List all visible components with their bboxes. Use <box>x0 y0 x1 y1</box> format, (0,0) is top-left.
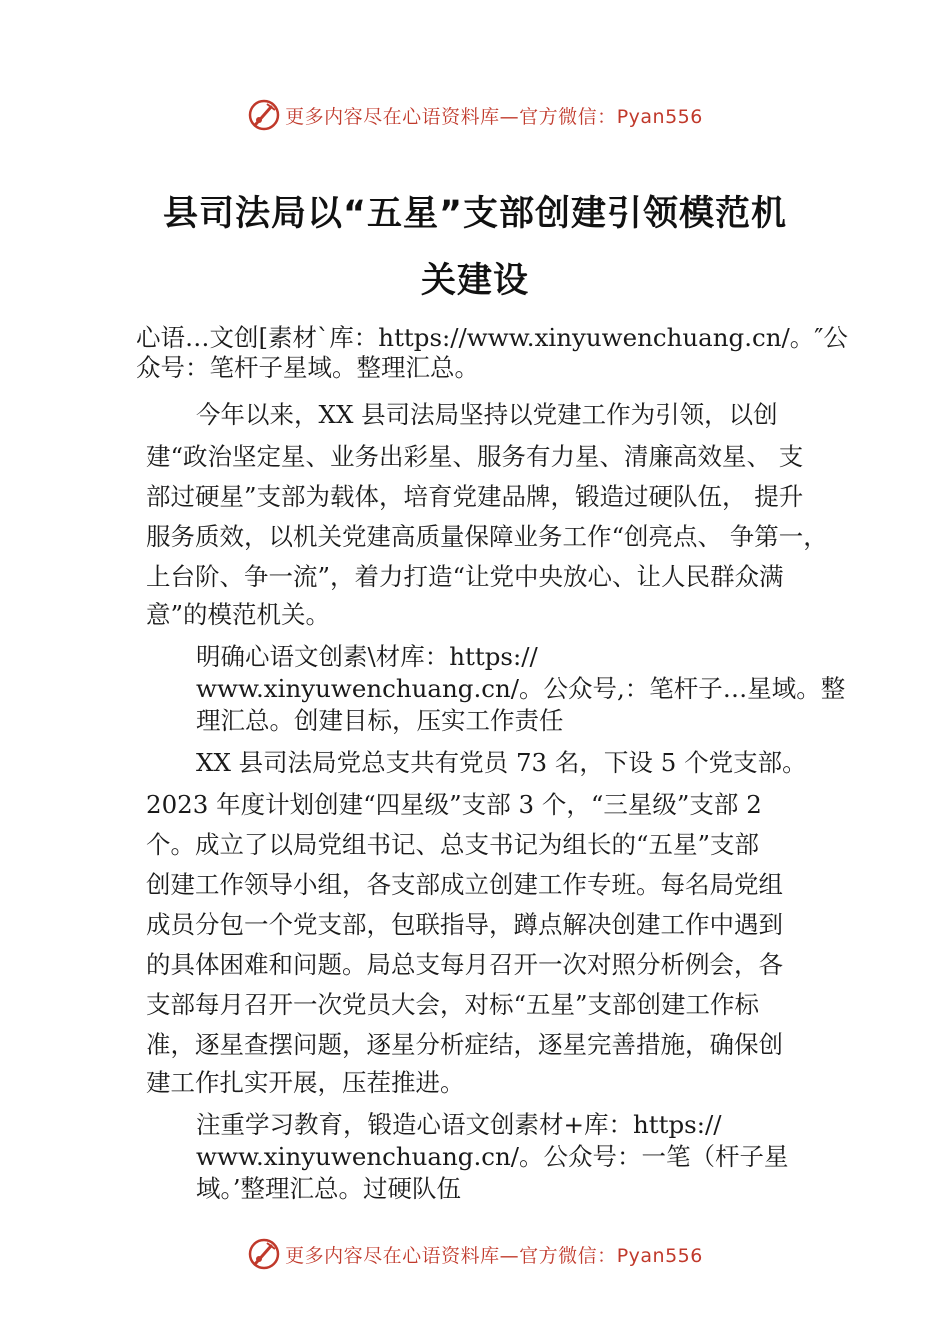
para2-line: 建工作扎实开展，压茬推进。 <box>146 1068 465 1097</box>
footer-banner <box>0 1234 950 1274</box>
banner-label: 官方微信： <box>519 1244 617 1267</box>
para2-line: 成员分包一个党支部，包联指导，蹲点解决创建工作中遇到 <box>146 910 783 939</box>
para1-line: 服务质效，以机关党建高质量保障业务工作“创亮点、 争第一， <box>146 522 828 551</box>
section-heading-2-line: www.xinyuwenchuang.cn/。公众号：一笔（杆子星 <box>196 1142 789 1171</box>
para2-line: 2023 年度计划创建“四星级”支部 3 个，“三星级”支部 2 <box>146 790 762 819</box>
banner-account: Pyan556 <box>616 105 703 128</box>
source-note-line-1: 心语…文创[素材`库：https://www.xinyuwenchuang.cn/。″公 <box>136 323 848 352</box>
banner-main: 更多内容尽在心语资料库 <box>285 105 500 128</box>
para2-line: 的具体困难和问题。局总支每月召开一次对照分析例会，各 <box>146 950 783 979</box>
section-heading-1-line: 理汇总。创建目标，压实工作责任 <box>196 706 564 735</box>
section-heading-1-line: www.xinyuwenchuang.cn/。公众号,：笔杆子…星域。整 <box>196 674 846 703</box>
para2-line: 创建工作领导小组，各支部成立创建工作专班。每名局党组 <box>146 870 783 899</box>
doc-title-line-2: 关建设 <box>420 261 529 301</box>
source-note-line-2: 众号：笔杆子星域。整理汇总。 <box>136 353 479 382</box>
para1-line: 建“政治坚定星、业务出彩星、服务有力星、清廉高效星、 支 <box>146 442 804 471</box>
banner-label: 官方微信： <box>519 105 617 128</box>
para2-line: 支部每月召开一次党员大会，对标“五星”支部创建工作标 <box>146 990 760 1019</box>
para1-line: 上台阶、争一流”，着力打造“让党中央放心、让人民群众满 <box>146 562 784 591</box>
brush-logo-icon <box>247 98 281 132</box>
para1-line: 意”的模范机关。 <box>146 600 331 629</box>
para2-line: XX 县司法局党总支共有党员 73 名，下设 5 个党支部。 <box>196 748 807 777</box>
banner-account: Pyan556 <box>616 1244 703 1267</box>
section-heading-1-line: 明确心语文创素\材库：https:// <box>196 642 538 671</box>
doc-title-line-1: 县司法局以“五星”支部创建引领模范机 <box>162 194 787 234</box>
banner-main: 更多内容尽在心语资料库 <box>285 1244 500 1267</box>
para1-line: 部过硬星”支部为载体，培育党建品牌，锻造过硬队伍， 提升 <box>146 482 804 511</box>
section-heading-2-line: 注重学习教育，锻造心语文创素材+库：https:// <box>196 1110 722 1139</box>
banner-dash: — <box>499 1244 520 1267</box>
para2-line: 准，逐星查摆问题，逐星分析症结，逐星完善措施，确保创 <box>146 1030 783 1059</box>
para1-line: 今年以来，XX 县司法局坚持以党建工作为引领，以创 <box>196 400 778 429</box>
banner-text <box>285 102 703 129</box>
header-banner <box>0 95 950 135</box>
brush-logo-icon <box>247 1237 281 1271</box>
section-heading-2-line: 域。’整理汇总。过硬队伍 <box>196 1174 462 1203</box>
banner-dash: — <box>499 105 520 128</box>
para2-line: 个。成立了以局党组书记、总支书记为组长的“五星”支部 <box>146 830 760 859</box>
banner-text <box>285 1241 703 1268</box>
